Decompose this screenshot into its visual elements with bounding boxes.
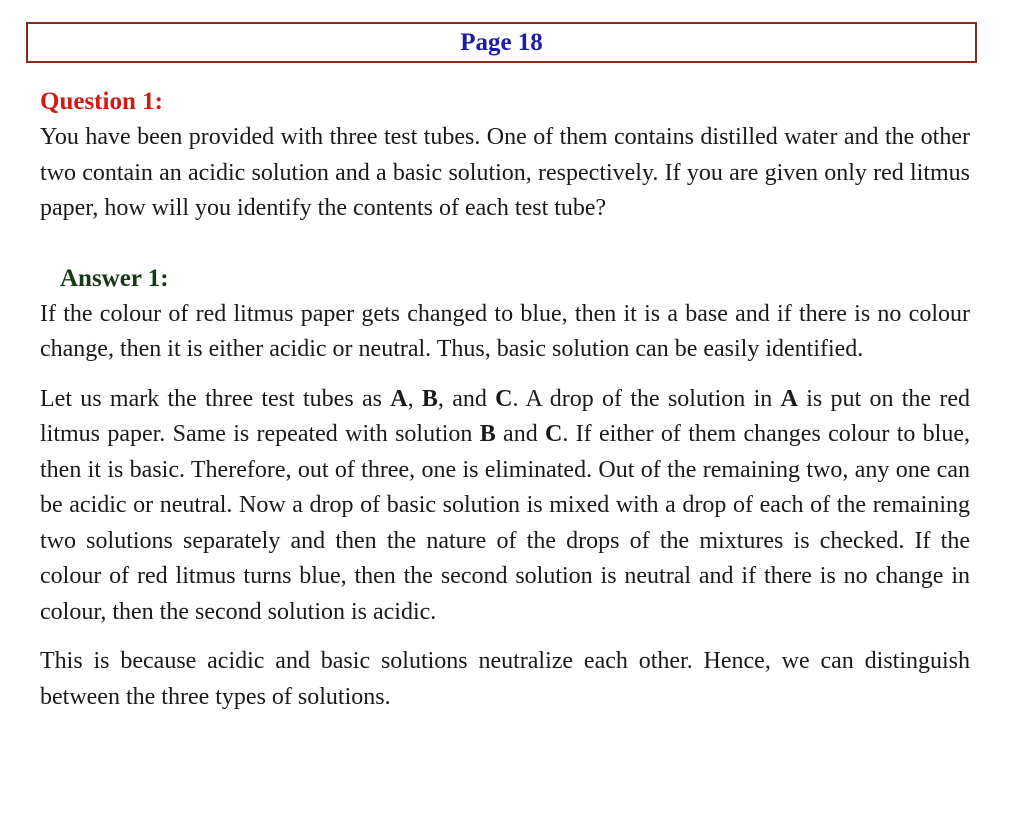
p2-text-2: ,: [407, 385, 422, 412]
question-text: You have been provided with three test tubes. One of them contains distilled water and the other two contain an acidic solution and a basic solution, respectively. If you are given only red litmus paper, how will you identify the contents of each test tube?: [40, 124, 970, 221]
question-heading: Question 1:: [40, 88, 163, 115]
document-body: [40, 84, 970, 715]
page-header-box: [26, 22, 977, 63]
p2-text-1: Let us mark the three test tubes as: [40, 385, 391, 412]
tube-b-label: B: [421, 385, 438, 412]
paragraph-spacer: [40, 630, 970, 644]
p2-text-4: . A drop of the solution in: [512, 385, 781, 412]
p2-text-7: . If either of them changes colour to blue, then it is basic. Therefore, out of three, one is eliminated. Out of the remaining two, any one can be acidic or neutral. Now a drop of basic solution is mixed with a drop of each of the remaining two solutions separately and then the nature of the drops of the mixtures is checked. If the colour of red litmus turns blue, then the second solution is neutral and if there is no change in colour, then the second solution is acidic.: [40, 421, 970, 625]
paragraph-spacer: [40, 368, 970, 382]
answer-paragraph-2: [40, 382, 970, 631]
p2-text-5: is put on the red litmus paper. Same is repeated with solution: [40, 385, 971, 447]
answer-paragraph-3: This is because acidic and basic solutions neutralize each other. Hence, we can distinguish between the three types of solutions.: [40, 648, 970, 710]
page-number-label: Page 18: [460, 29, 543, 56]
tube-a-label-2: A: [780, 385, 798, 412]
answer-heading: Answer 1:: [60, 264, 169, 292]
tube-c-label-2: C: [545, 421, 563, 447]
answer-paragraph-1: If the colour of red litmus paper gets changed to blue, then it is a base and if there is no colour change, then it is either acidic or neutral. Thus, basic solution can be easily identified.: [40, 300, 970, 362]
p2-text-6: and: [495, 421, 546, 447]
tube-b-label-2: B: [479, 421, 496, 447]
section-spacer: [40, 227, 970, 261]
tube-c-label: C: [495, 385, 513, 412]
p2-text-3: , and: [437, 385, 496, 412]
tube-a-label: A: [390, 385, 408, 412]
